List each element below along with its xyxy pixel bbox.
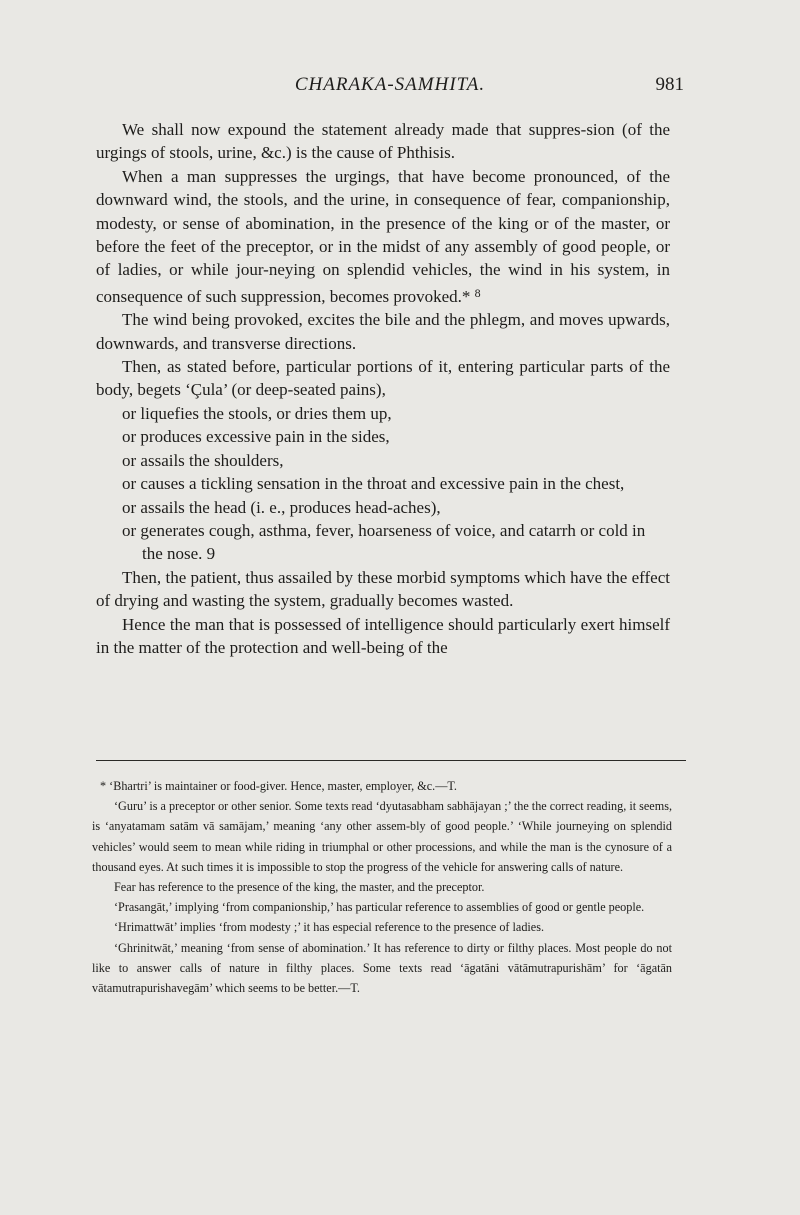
footnote: ‘Hrimattwāt’ implies ‘from modesty ;’ it has especial reference to the presence of ladies. (114, 920, 545, 935)
list-item: or assails the shoulders, (122, 450, 284, 470)
list-item: or generates cough, asthma, fever, hoarseness of voice, and catarrh or cold in the nose. 9 (122, 520, 646, 564)
list-item: or liquefies the stools, or dries them up, (122, 403, 392, 423)
footnote: Fear has reference to the presence of the king, the master, and the preceptor. (114, 880, 485, 895)
list-item: or produces excessive pain in the sides, (122, 427, 390, 447)
paragraph-suppression (96, 165, 670, 308)
paragraph-protection: Hence the man that is possessed of intelligence should particularly exert himself in the matter of the protection and well-being of the (96, 614, 670, 657)
running-title: CHARAKA-SAMHITA. (294, 74, 486, 95)
footnote-divider (96, 760, 686, 761)
paragraph-wasting: Then, the patient, thus assailed by these morbid symptoms which have the effect of drying and wasting the system, gradually becomes wasted. (96, 567, 670, 611)
list-item: or assails the head (i. e., produces head-aches), (122, 497, 441, 517)
paragraph-pains: Then, as stated before, particular portions of it, entering particular parts of the body, begets ‘Çula’ (or deep-seated pains), (96, 357, 670, 400)
footnote: ‘Prasangāt,’ implying ‘from companionship,’ has particular reference to assemblies of good or gentle people. (114, 900, 645, 915)
page-number: 981 (655, 74, 684, 95)
paragraph-suppression-text: When a man suppresses the urgings, that have become pronounced, of the downward wind, the stools, and the urine, in consequence of fear, companionship, modesty, or sense of abomination, in the presence of the king or of the master, or before the feet of the preceptor, or in the midst of any assembly of good people, or of ladies, or while jour-neying on splendid vehicles, the wind in his system, in consequence of such suppression, becomes provoked.* (96, 166, 670, 306)
paragraph-intro: We shall now expound the statement already made that suppres-sion (of the urgings of stools, urine, &c.) is the cause of Phthisis. (96, 120, 670, 163)
page-header (96, 74, 684, 104)
main-text (96, 118, 670, 659)
verse-number: 8 (474, 285, 481, 300)
list-item: or causes a tickling sensation in the throat and excessive pain in the chest, (122, 474, 625, 494)
footnotes (92, 776, 672, 998)
footnote: * ‘Bhartri’ is maintainer or food-giver. Hence, master, employer, &c.—T. (100, 779, 457, 793)
footnote: ‘Ghrinitwāt,’ meaning ‘from sense of abomination.’ It has reference to dirty or filthy places. Most people do not like to answer calls of nature in filthy places. Some texts read ‘āgatāni vātāmutrapurishām’ for ‘āgatān vātamutrapurishavegām’ which seems to be better.—T. (92, 940, 672, 996)
footnote: ‘Guru’ is a preceptor or other senior. Some texts read ‘dyutasabham sabhājayan ;’ the the correct reading, it seems, is ‘anyatamam satām vā samājam,’ meaning ‘any other assem-bly of good people.’ ‘While journeying on splendid vehicles’ would seem to mean while riding in triumphal or other processions, and while the man is the cynosure of a thousand eyes. At such times it is impossible to stop the progress of the vehicle for answering calls of nature. (92, 799, 672, 874)
paragraph-wind: The wind being provoked, excites the bile and the phlegm, and moves upwards, downwards, and transverse directions. (96, 310, 670, 353)
